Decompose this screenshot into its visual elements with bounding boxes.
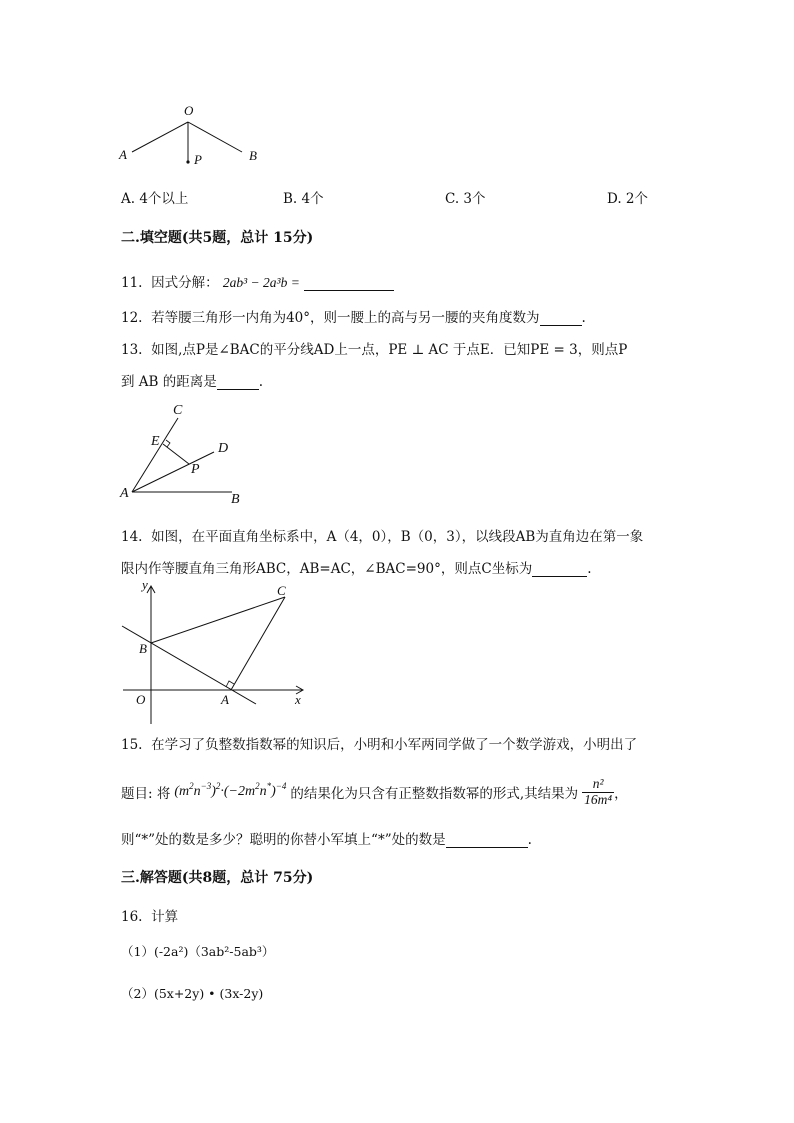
q11-number: 11. <box>121 275 143 291</box>
q14-text-line2: 限内作等腰直角三角形ABC，AB=AC，∠BAC=90°，则点C坐标为 <box>121 561 533 577</box>
q15-text-line2-mid: 的结果化为只含有正整数指数幂的形式,其结果为 <box>290 786 579 802</box>
label-b: B <box>231 492 240 505</box>
q14-line2 <box>121 557 592 577</box>
figure-q10 <box>115 100 275 175</box>
q13-text-line2: 到 AB 的距离是 <box>121 374 217 390</box>
label-c: C <box>173 403 183 418</box>
q13-line2 <box>121 370 263 390</box>
q11-answer-blank[interactable] <box>304 276 394 291</box>
q11-expression: 2ab³ − 2a³b = <box>222 275 300 290</box>
figure-q14 <box>115 578 315 728</box>
label-e: E <box>151 434 160 449</box>
q15-fraction <box>582 777 614 808</box>
q14-number: 14. <box>121 529 143 545</box>
q12-number: 12. <box>121 310 143 326</box>
q15-fraction-denominator: 16m⁴ <box>584 791 613 807</box>
q15-line3 <box>121 828 532 848</box>
q16-number: 16. <box>121 909 143 925</box>
section3-heading: 三.解答题(共8题，总计 75分) <box>121 870 314 886</box>
q13-end: . <box>258 374 264 390</box>
label-d: D <box>218 441 229 456</box>
q15-line1 <box>121 733 637 753</box>
q14-text-line1: 如图，在平面直角坐标系中，A（4，0），B（0，3），以线段AB为直角边在第一象 <box>151 529 644 545</box>
q15-text-line3: 则“*”处的数是多少？聪明的你替小军填上“*”处的数是 <box>121 832 446 848</box>
point-p <box>186 160 189 163</box>
q15-number: 15. <box>121 737 143 753</box>
ray-ob <box>188 122 242 152</box>
label-a: A <box>120 486 129 501</box>
q13-number: 13. <box>121 342 143 358</box>
q13-line1 <box>121 338 627 358</box>
section2-heading: 二.填空题(共5题，总计 15分) <box>121 230 314 246</box>
q15-end: . <box>527 832 532 848</box>
choice-b: B. 4个 <box>283 191 324 207</box>
q15-text-line1: 在学习了负整数指数幂的知识后，小明和小军两同学做了一个数学游戏，小明出了 <box>151 737 638 753</box>
q15-text-line2-prefix: 题目: 将 <box>121 786 171 802</box>
label-o: O <box>184 103 194 118</box>
label-b: B <box>249 148 257 163</box>
q13-answer-blank[interactable] <box>217 375 259 390</box>
q15-line2-end: ， <box>614 786 628 802</box>
q14-end: . <box>587 561 592 577</box>
label-a: A <box>221 692 229 707</box>
q15-answer-blank[interactable] <box>446 833 528 848</box>
right-angle-mark <box>166 440 170 447</box>
label-p: P <box>194 152 202 167</box>
q15-line2 <box>121 772 628 812</box>
q16-part1: （1）(-2a²)（3ab²-5ab³） <box>121 944 275 959</box>
q16-title <box>121 905 178 925</box>
q11-prefix: 因式分解： <box>151 275 219 291</box>
choice-c: C. 3个 <box>445 191 486 207</box>
choice-a: A. 4个以上 <box>121 191 189 207</box>
q12-text: 若等腰三角形一内角为40°，则一腰上的高与另一腰的夹角度数为 <box>151 310 540 326</box>
q14-line1 <box>121 525 643 545</box>
label-o: O <box>136 692 146 707</box>
q12 <box>121 306 586 326</box>
q13-text-line1: 如图,点P是∠BAC的平分线AD上一点，PE ⊥ AC 于点E．已知PE = 3，则点P <box>151 342 628 358</box>
q15-expression: $(m^2n^{-3})^2\cdot(-2m^2n^*)^{-4}$ <box>174 781 287 799</box>
label-c: C <box>277 583 286 598</box>
label-a: A <box>119 147 127 162</box>
segment-ac <box>231 597 285 690</box>
q16-part2: （2）(5x+2y) • (3x-2y) <box>121 986 264 1001</box>
q14-answer-blank[interactable] <box>532 562 587 577</box>
label-x: x <box>295 692 301 707</box>
ray-oa <box>132 122 188 152</box>
q12-answer-blank[interactable] <box>540 311 582 326</box>
segment-bc <box>151 597 285 643</box>
figure-q13 <box>115 400 255 505</box>
label-p: P <box>191 462 200 477</box>
q11 <box>121 271 394 291</box>
segment-pe <box>163 444 189 464</box>
label-b: B <box>139 641 147 656</box>
label-y: y <box>142 578 148 592</box>
choice-d: D. 2个 <box>607 191 649 207</box>
q16-title-text: 计算 <box>151 909 179 925</box>
q15-fraction-numerator: n² <box>582 777 614 793</box>
q12-end: . <box>581 310 586 326</box>
